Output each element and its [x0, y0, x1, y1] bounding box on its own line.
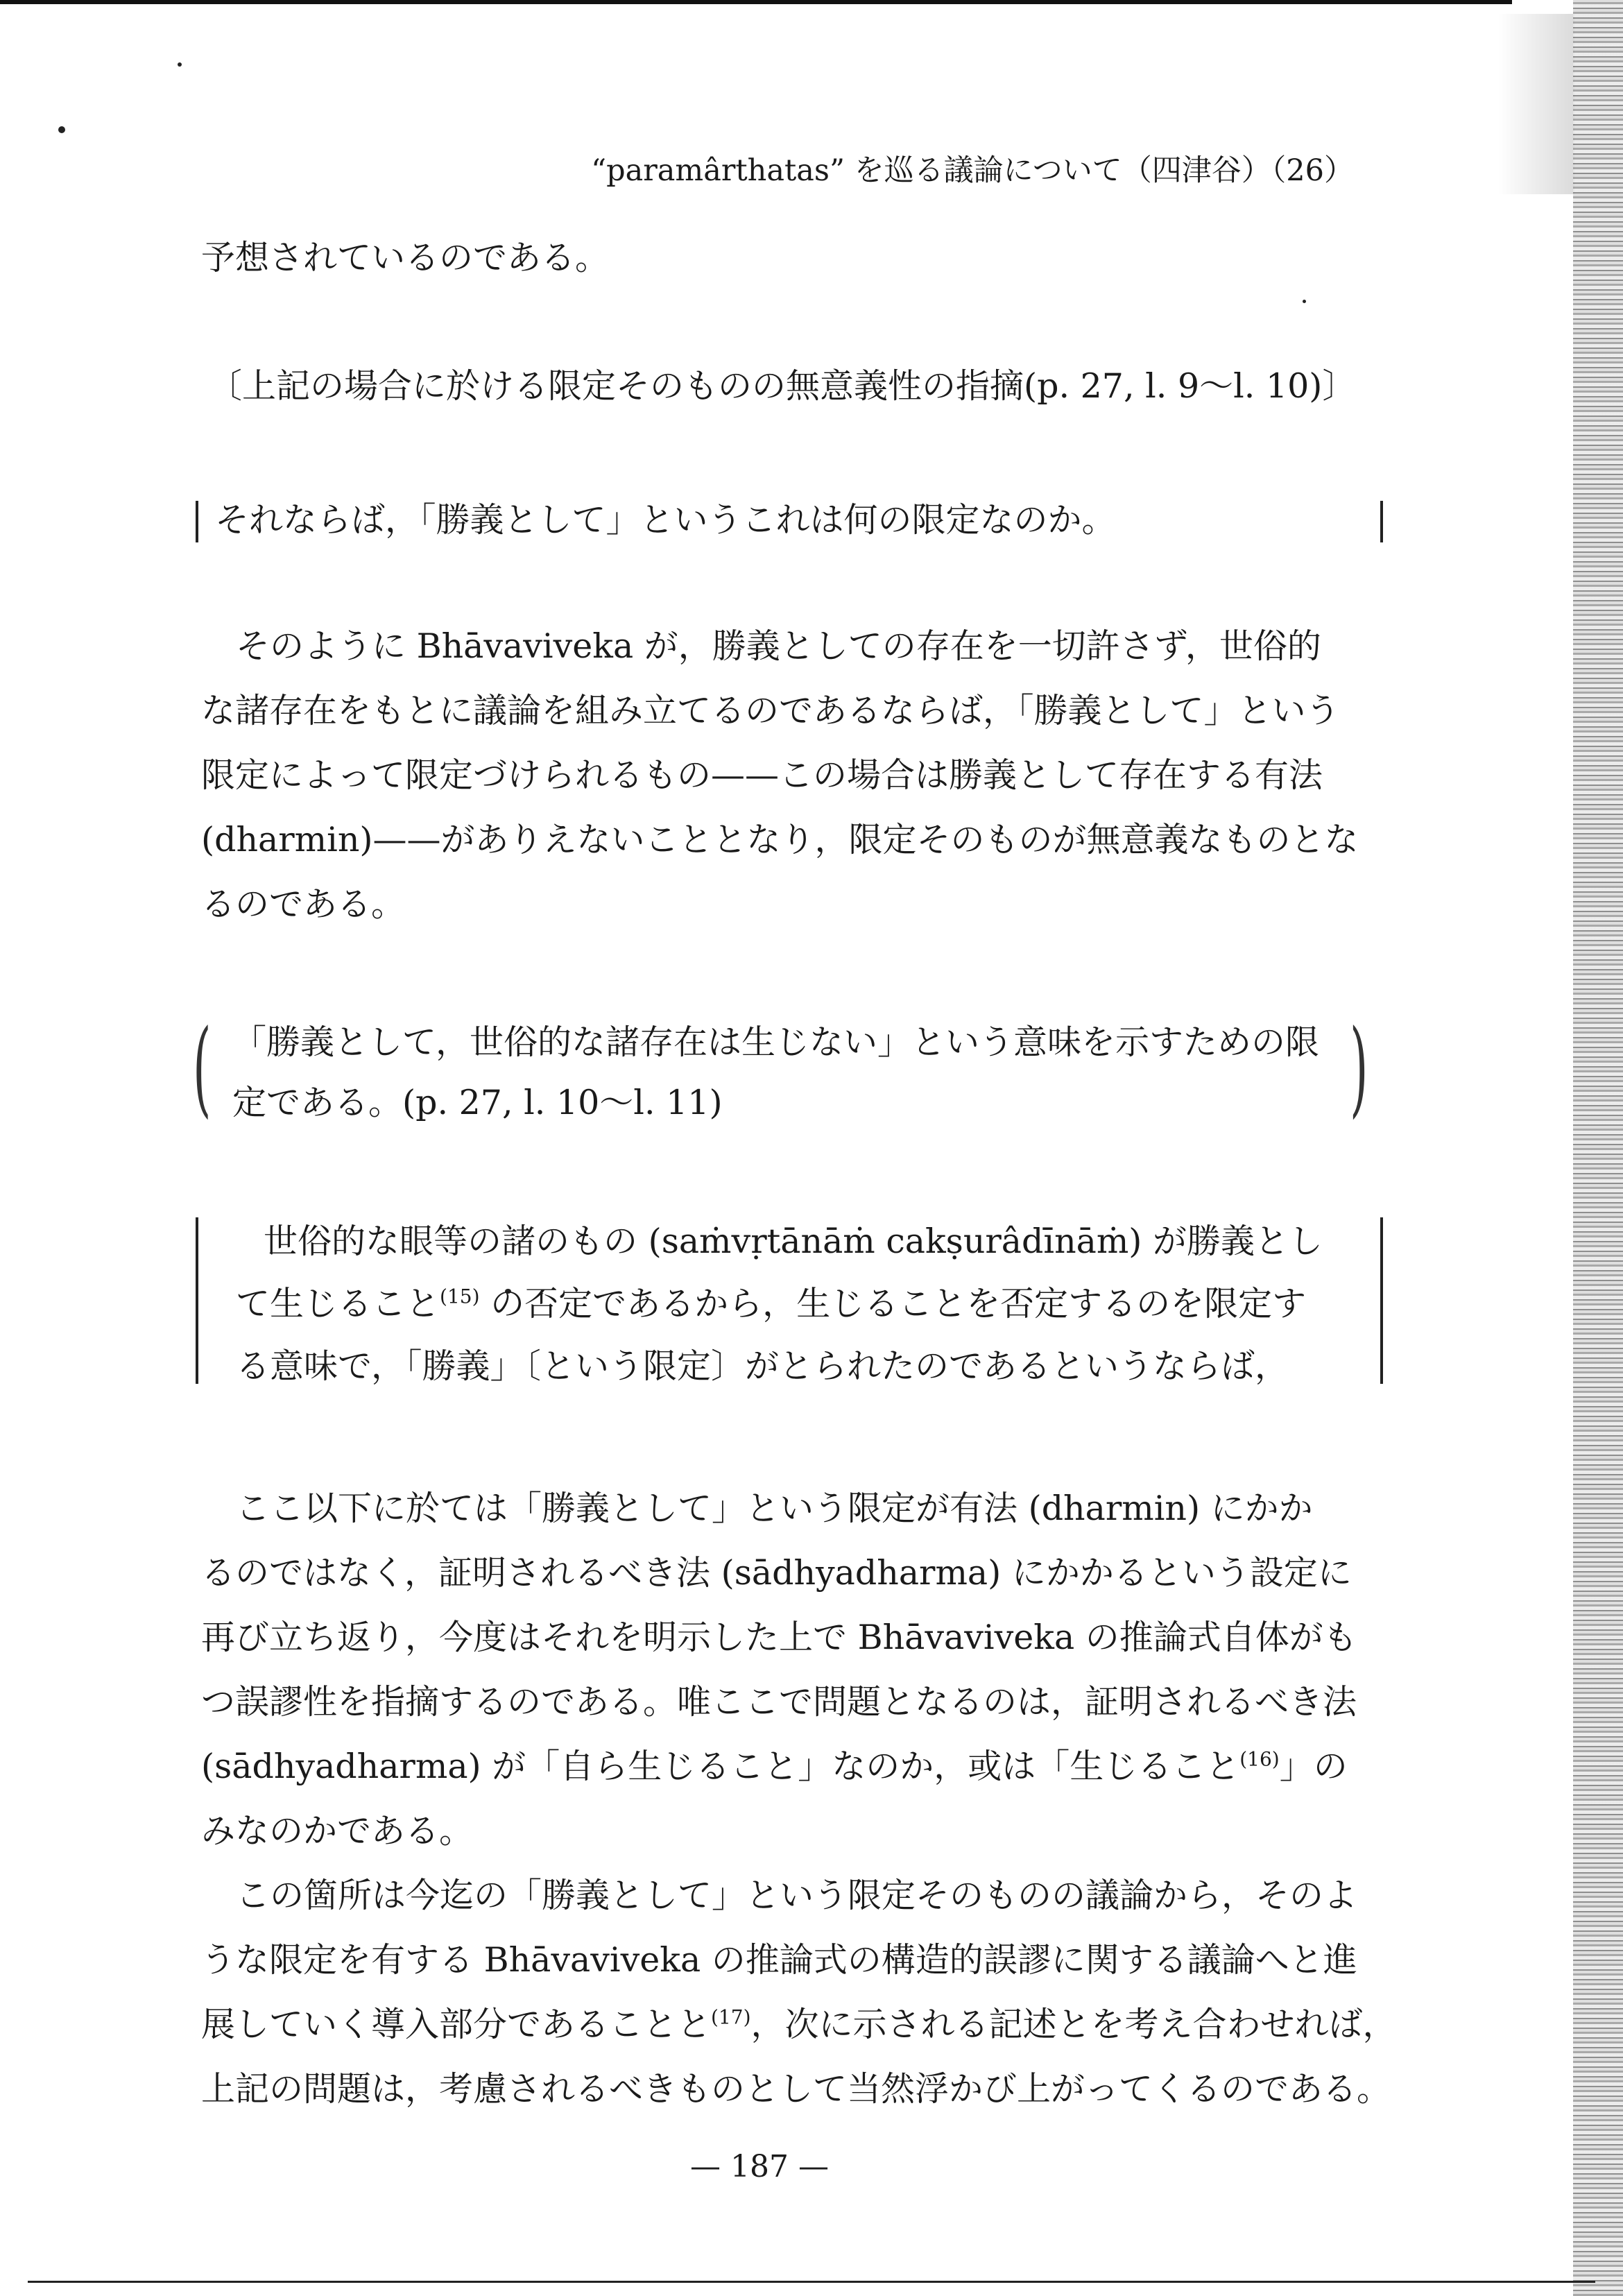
quote-bar-right [1380, 501, 1383, 542]
text-line: ここ以下に於ては「勝義として」という限定が有法 (dharmin) にかか [236, 1489, 1313, 1528]
section-heading: 〔上記の場合に於ける限定そのものの無意義性の指摘(p. 27, l. 9〜l. 10)〕 [208, 366, 1357, 406]
scan-speck [1303, 300, 1306, 303]
text-line: そのように Bhāvaviveka が，勝義としての存在を一切許さず，世俗的 [236, 626, 1321, 666]
text-span: 展していく導入部分であることと [201, 2005, 712, 2044]
text-line: な諸存在をもとに議論を組み立てるのであるならば，「勝義として」という [201, 691, 1340, 730]
quote-bar-left [196, 1217, 198, 1384]
scan-shadow [1498, 14, 1574, 194]
page-number: — 187 — [690, 2149, 829, 2184]
text-line: つ誤謬性を指摘するのである。唯ここで問題となるのは，証明されるべき法 [201, 1682, 1357, 1722]
text-line: 予想されているのである。 [201, 238, 610, 277]
text-line [201, 2005, 1397, 2044]
quote-bar-right [1380, 1217, 1383, 1384]
gloss-line: 定である。(p. 27, l. 10〜l. 11) [232, 1083, 723, 1122]
footnote-marker: (16) [1239, 1747, 1280, 1771]
scan-edge-bottom [28, 2281, 1595, 2283]
quote-text: の否定であるから，生じることを否定するのを限定す [479, 1284, 1307, 1323]
text-line: るのではなく，証明されるべき法 (sādhyadharma) にかかるという設定に [201, 1553, 1352, 1593]
parenthesis-left: ( [193, 1008, 212, 1129]
text-line: うな限定を有する Bhāvaviveka の推論式の構造的誤謬に関する議論へと進 [201, 1940, 1357, 1980]
text-line: みなのかである。 [201, 1811, 474, 1851]
quote-line [236, 1284, 1307, 1323]
quote-line: る意味で，「勝義」〔という限定〕がとられたのであるというならば， [236, 1346, 1289, 1386]
quote-line: 世俗的な眼等の諸のもの (saṁvṛtānāṁ cakṣurâdīnāṁ) が勝義とし [264, 1222, 1323, 1261]
running-header: “paramârthatas” を巡る議論について（四津谷）（26） [591, 153, 1354, 188]
quote-text: て生じること [236, 1284, 440, 1323]
text-span: 」の [1279, 1747, 1348, 1786]
text-line: (dharmin)——がありえないこととなり，限定そのものが無意義なものとな [201, 820, 1359, 859]
text-line: るのである。 [201, 884, 406, 924]
text-line [201, 1747, 1348, 1786]
scan-edge-top [0, 0, 1512, 4]
footnote-marker: (17) [711, 2005, 751, 2029]
scan-edge-right [1573, 0, 1623, 2296]
footnote-marker: (15) [440, 1285, 480, 1308]
gloss-line: 「勝義として，世俗的な諸存在は生じない」という意味を示すための限 [232, 1022, 1320, 1062]
text-line: 限定によって限定づけられるもの——この場合は勝義として存在する有法 [201, 755, 1323, 795]
text-line: 再び立ち返り，今度はそれを明示した上で Bhāvaviveka の推論式自体がも [201, 1618, 1357, 1657]
quote-bar-left [196, 501, 198, 542]
text-line: 上記の問題は，考慮されるべきものとして当然浮かび上がってくるのである。 [201, 2069, 1391, 2109]
text-span: ，次に示される記述とを考え合わせれば， [750, 2005, 1397, 2044]
scan-speck [58, 126, 65, 133]
parenthesis-right: ) [1350, 1008, 1368, 1129]
text-span: (sādhyadharma) が「自ら生じること」なのか，或は「生じること [201, 1747, 1240, 1786]
scan-speck [178, 62, 182, 67]
quote-line: それならば，「勝義として」というこれは何の限定なのか。 [215, 500, 1116, 540]
text-line: この箇所は今迄の「勝義として」という限定そのものの議論から，そのよ [236, 1876, 1358, 1915]
